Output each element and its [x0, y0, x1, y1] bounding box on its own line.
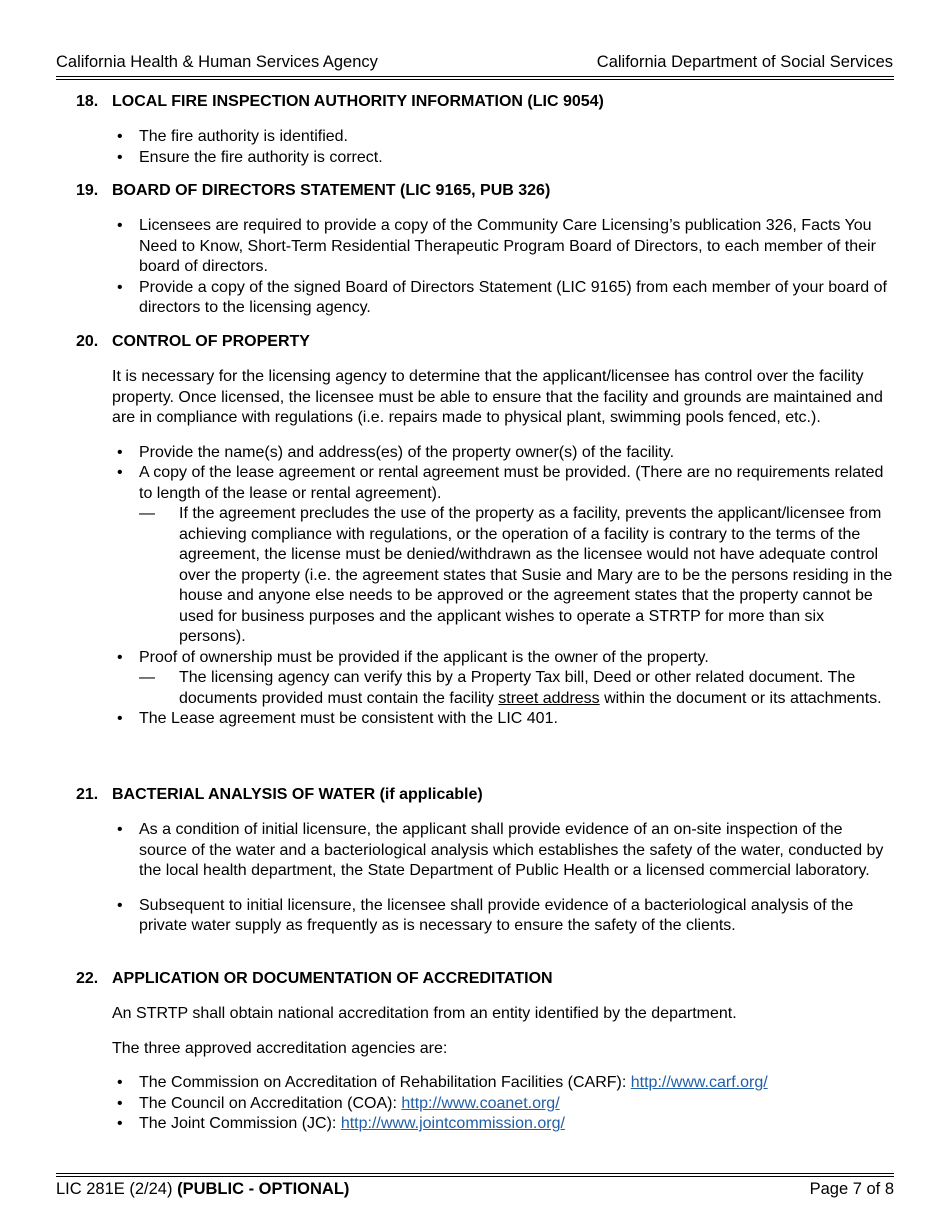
section-21 [76, 785, 894, 937]
section-heading [76, 92, 894, 112]
list-item: • Ensure the fire authority is correct. [112, 148, 894, 169]
paragraph: The three approved accreditation agencies are: [112, 1039, 448, 1057]
form-number: LIC 281E (2/24) [56, 1180, 178, 1198]
section-title: CONTROL OF PROPERTY [112, 333, 310, 350]
section-20 [76, 332, 894, 730]
paragraph: It is necessary for the licensing agency to determine that the applicant/licensee has control over the facility property. Once licensed, the licensee must be able to ensure that the facility and grounds are maintained and are in compliance with regulations (i.e. repairs made to physical plant, swimming pools fenced, etc.). [112, 368, 883, 426]
header-rule-1 [56, 76, 894, 77]
section-22 [76, 969, 894, 1135]
section-title: LOCAL FIRE INSPECTION AUTHORITY INFORMATION (LIC 9054) [112, 93, 604, 110]
list-item: • Provide a copy of the signed Board of Directors Statement (LIC 9165) from each member of your board of directors to the licensing agency. [112, 278, 894, 319]
section-title: BOARD OF DIRECTORS STATEMENT (LIC 9165, PUB 326) [112, 182, 551, 199]
footer-rule-2 [56, 1176, 894, 1177]
section-number: 18. [76, 93, 99, 110]
form-id [56, 1180, 349, 1198]
page-number: Page 7 of 8 [809, 1180, 894, 1198]
sub-list-item [139, 668, 894, 709]
form-visibility: (PUBLIC - OPTIONAL) [177, 1180, 350, 1198]
section-heading [76, 785, 894, 805]
list-item [112, 463, 894, 648]
list-item [112, 1114, 894, 1135]
section-heading [76, 181, 894, 201]
list-item-text: Proof of ownership must be provided if the applicant is the owner of the property. [139, 648, 709, 666]
joint-commission-link[interactable]: http://www.jointcommission.org/ [340, 1115, 565, 1132]
list-item: • As a condition of initial licensure, the applicant shall provide evidence of an on-site inspection of the source of the water and a bacteriological analysis which establishes the safety of the water, conducted by the local health department, the State Department of Public Health or a licensed commercial laboratory. [112, 820, 894, 882]
list-item [112, 1094, 894, 1115]
section-heading [76, 332, 894, 352]
coa-link[interactable]: http://www.coanet.org/ [401, 1094, 560, 1112]
list-item [112, 1073, 894, 1094]
header-agency: California Health & Human Services Agency [56, 53, 378, 71]
agency-label: The Joint Commission (JC): [139, 1115, 341, 1132]
page-footer [56, 1180, 894, 1198]
agency-label: The Council on Accreditation (COA): [139, 1094, 402, 1112]
sub-list-item: — If the agreement precludes the use of the property as a facility, prevents the applicant/licensee from achieving compliance with regulations, or the operation of a facility is contrary to the terms of the agreement, the license must be denied/withdrawn as the licensee would not have adequate control over the property (i.e. the agreement states that Susie and Mary are to be the persons residing in the house and anyone else needs to be approved or the agreement states that the property cannot be used for business purposes and the applicant wishes to operate a STRTP for more than six persons). [139, 504, 894, 648]
text-run: The licensing agency can verify this by a Property Tax bill, Deed or other related document. The documents provided must contain the facility [179, 669, 856, 707]
carf-link[interactable]: http://www.carf.org/ [630, 1074, 768, 1091]
list-item: • Subsequent to initial licensure, the licensee shall provide evidence of a bacteriological analysis of the private water supply as frequently as is necessary to ensure the safety of the clients. [112, 896, 894, 937]
list-item-text: A copy of the lease agreement or rental agreement must be provided. (There are no requirements related to length of the lease or rental agreement). [139, 464, 884, 502]
section-18 [76, 92, 894, 168]
section-number: 22. [76, 970, 99, 987]
list-item: • The Lease agreement must be consistent with the LIC 401. [112, 709, 894, 730]
section-19 [76, 181, 894, 319]
section-heading [76, 969, 894, 989]
paragraph: An STRTP shall obtain national accreditation from an entity identified by the department. [112, 1005, 737, 1022]
list-item [112, 648, 894, 710]
page-header [56, 53, 893, 71]
section-number: 21. [76, 786, 99, 803]
footer-rule-1 [56, 1173, 894, 1174]
agency-label: The Commission on Accreditation of Rehabilitation Facilities (CARF): [139, 1074, 631, 1091]
section-number: 20. [76, 333, 99, 350]
section-title: APPLICATION OR DOCUMENTATION OF ACCREDITATION [112, 970, 553, 987]
section-title: BACTERIAL ANALYSIS OF WATER (if applicable) [112, 786, 483, 803]
header-rule-2 [56, 79, 894, 80]
text-run: within the document or its attachments. [599, 689, 882, 707]
header-department: California Department of Social Services [596, 53, 893, 71]
section-number: 19. [76, 182, 99, 199]
list-item: • Licensees are required to provide a copy of the Community Care Licensing’s publication 326, Facts You Need to Know, Short-Term Residential Therapeutic Program Board of Directors, to each member of their board of directors. [112, 216, 894, 278]
list-item: • Provide the name(s) and address(es) of the property owner(s) of the facility. [112, 443, 894, 464]
underlined-text: street address [498, 689, 600, 707]
list-item: • The fire authority is identified. [112, 127, 894, 148]
